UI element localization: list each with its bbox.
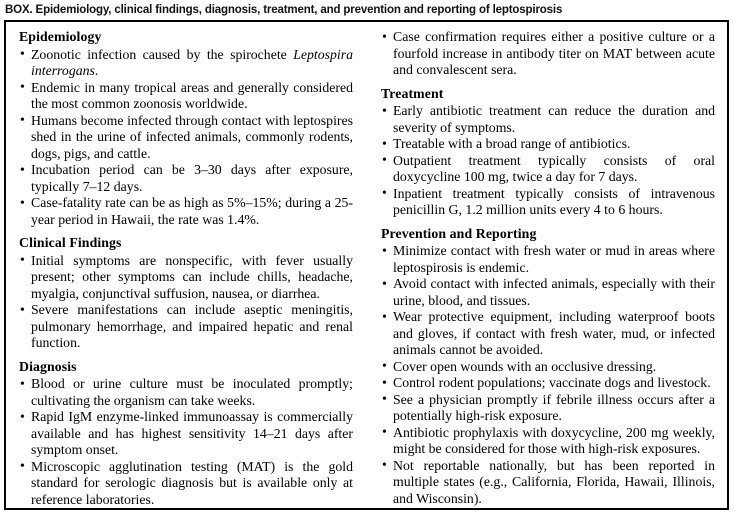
text-segment: .: [94, 63, 99, 78]
list-item: [19, 47, 353, 80]
list-item: [19, 409, 353, 459]
list-item: [19, 80, 353, 113]
list-item: [381, 103, 715, 136]
bullet-marker: •: [20, 252, 25, 267]
list-item: [381, 186, 715, 219]
list-item-text: Outpatient treatment typically consists of oral doxycycline 100 mg, twice a day for 7 days.: [393, 152, 715, 184]
list-item-text: Treatable with a broad range of antibiotics.: [393, 136, 631, 151]
right-column: [381, 29, 715, 508]
section-prevention-reporting: [381, 226, 715, 508]
list-item-text: Minimize contact with fresh water or mud in areas where leptospirosis is endemic.: [393, 243, 715, 275]
box-title: BOX. Epidemiology, clinical findings, diagnosis, treatment, and prevention and reporting of leptospirosis: [5, 4, 563, 16]
list-item-text: Microscopic agglutination testing (MAT) is the gold standard for serologic diagnosis but is available only at reference laboratories.: [31, 458, 353, 507]
list-item: [19, 459, 353, 509]
list-item-text: Case-fatality rate can be as high as 5%–15%; during a 25-year period in Hawaii, the rate was 1.4%.: [31, 195, 353, 227]
section-treatment: [381, 86, 715, 219]
list-item-text: Not reportable nationally, but has been reported in multiple states (e.g., California, Florida, Hawaii, Illinois, and Wisconsin).: [393, 457, 715, 506]
bullet-marker: •: [20, 301, 25, 317]
bullet-marker: •: [382, 358, 387, 373]
list-item: [381, 29, 715, 79]
list-item-text: Blood or urine culture must be inoculated promptly; cultivating the organism can take weeks.: [31, 376, 353, 408]
left-column: [19, 29, 353, 508]
list-item-text: [31, 47, 353, 79]
list-item-text: Incubation period can be 3–30 days after exposure, typically 7–12 days.: [31, 162, 353, 194]
section-diagnosis-continued: [381, 29, 715, 79]
bullet-marker: •: [382, 135, 387, 151]
list-item-text: Case confirmation requires either a positive culture or a fourfold increase in antibody titer on MAT between acute and convalescent sera.: [393, 29, 715, 77]
list-item: [19, 195, 353, 228]
bullet-marker: •: [20, 194, 25, 210]
list-item-text: Severe manifestations can include aseptic meningitis, pulmonary hemorrhage, and impaired hepatic and renal function.: [31, 302, 353, 350]
bullet-marker: •: [20, 408, 25, 424]
list-item: [381, 243, 715, 276]
list-item-text: See a physician promptly if febrile illness occurs after a potentially high-risk exposure.: [393, 391, 715, 423]
list-item-text: Early antibiotic treatment can reduce the duration and severity of symptoms.: [393, 103, 715, 135]
species-name: Leptospira interrogans: [31, 46, 353, 78]
bullet-marker: •: [382, 275, 387, 291]
bullet-marker: •: [382, 391, 387, 406]
section-heading: Prevention and Reporting: [381, 225, 537, 241]
section-heading: Diagnosis: [19, 358, 77, 374]
bullet-marker: •: [382, 185, 387, 200]
bullet-marker: •: [20, 79, 25, 94]
content-box: [4, 20, 729, 510]
section-epidemiology: [19, 29, 353, 228]
list-item: [19, 376, 353, 409]
list-item-text: Endemic in many tropical areas and generally considered the most common zoonosis worldwide.: [31, 79, 353, 111]
bullet-marker: •: [20, 458, 25, 473]
bullet-marker: •: [20, 46, 25, 61]
list-item: [381, 375, 715, 392]
list-item-text: Initial symptoms are nonspecific, with fever usually present; other symptoms can include chills, headache, myalgia, conjunctival suffusion, nausea, or diarrhea.: [31, 252, 353, 301]
list-item: [381, 309, 715, 359]
list-item: [19, 302, 353, 352]
bullet-marker: •: [382, 457, 387, 472]
list-item: [381, 276, 715, 309]
list-item: [19, 113, 353, 163]
list-item: [381, 153, 715, 186]
list-item-text: Inpatient treatment typically consists of intravenous penicillin G, 1.2 million units every 4 to 6 hours.: [393, 185, 715, 217]
list-item: [19, 162, 353, 195]
list-item: [381, 458, 715, 508]
list-item-text: Wear protective equipment, including waterproof boots and gloves, if contact with fresh water, mud, or infected animals cannot be avoided.: [393, 309, 715, 357]
list-item-text: Rapid IgM enzyme-linked immunoassay is commercially available and has highest sensitivity 14–21 days after symptom onset.: [31, 409, 353, 457]
bullet-marker: •: [20, 161, 25, 177]
bullet-marker: •: [20, 375, 25, 391]
bullet-marker: •: [382, 374, 387, 390]
text-segment: Zoonotic infection caused by the spirochete: [31, 46, 294, 62]
section-diagnosis: [19, 359, 353, 509]
bullet-marker: •: [382, 152, 387, 167]
list-item: [381, 392, 715, 425]
section-heading: Treatment: [381, 85, 444, 101]
list-item-text: Humans become infected through contact with leptospires shed in the urine of infected animals, commonly rodents, dogs, pigs, and cattle.: [31, 112, 353, 161]
list-item-text: Cover open wounds with an occlusive dressing.: [393, 358, 657, 374]
bullet-marker: •: [20, 112, 25, 127]
section-clinical-findings: [19, 235, 353, 352]
section-heading: Epidemiology: [19, 29, 102, 44]
bullet-marker: •: [382, 308, 387, 324]
list-item-text: Control rodent populations; vaccinate dogs and livestock.: [393, 375, 711, 390]
bullet-marker: •: [382, 28, 387, 44]
section-heading: Clinical Findings: [19, 235, 122, 250]
bullet-marker: •: [382, 424, 387, 439]
bullet-marker: •: [382, 242, 387, 258]
list-item: [19, 253, 353, 303]
list-item-text: Avoid contact with infected animals, especially with their urine, blood, and tissues.: [393, 276, 715, 308]
list-item: [381, 425, 715, 458]
bullet-marker: •: [382, 102, 387, 118]
list-item-text: Antibiotic prophylaxis with doxycycline, 200 mg weekly, might be considered for those with high-risk exposures.: [393, 424, 715, 456]
list-item: [381, 359, 715, 376]
list-item: [381, 136, 715, 153]
